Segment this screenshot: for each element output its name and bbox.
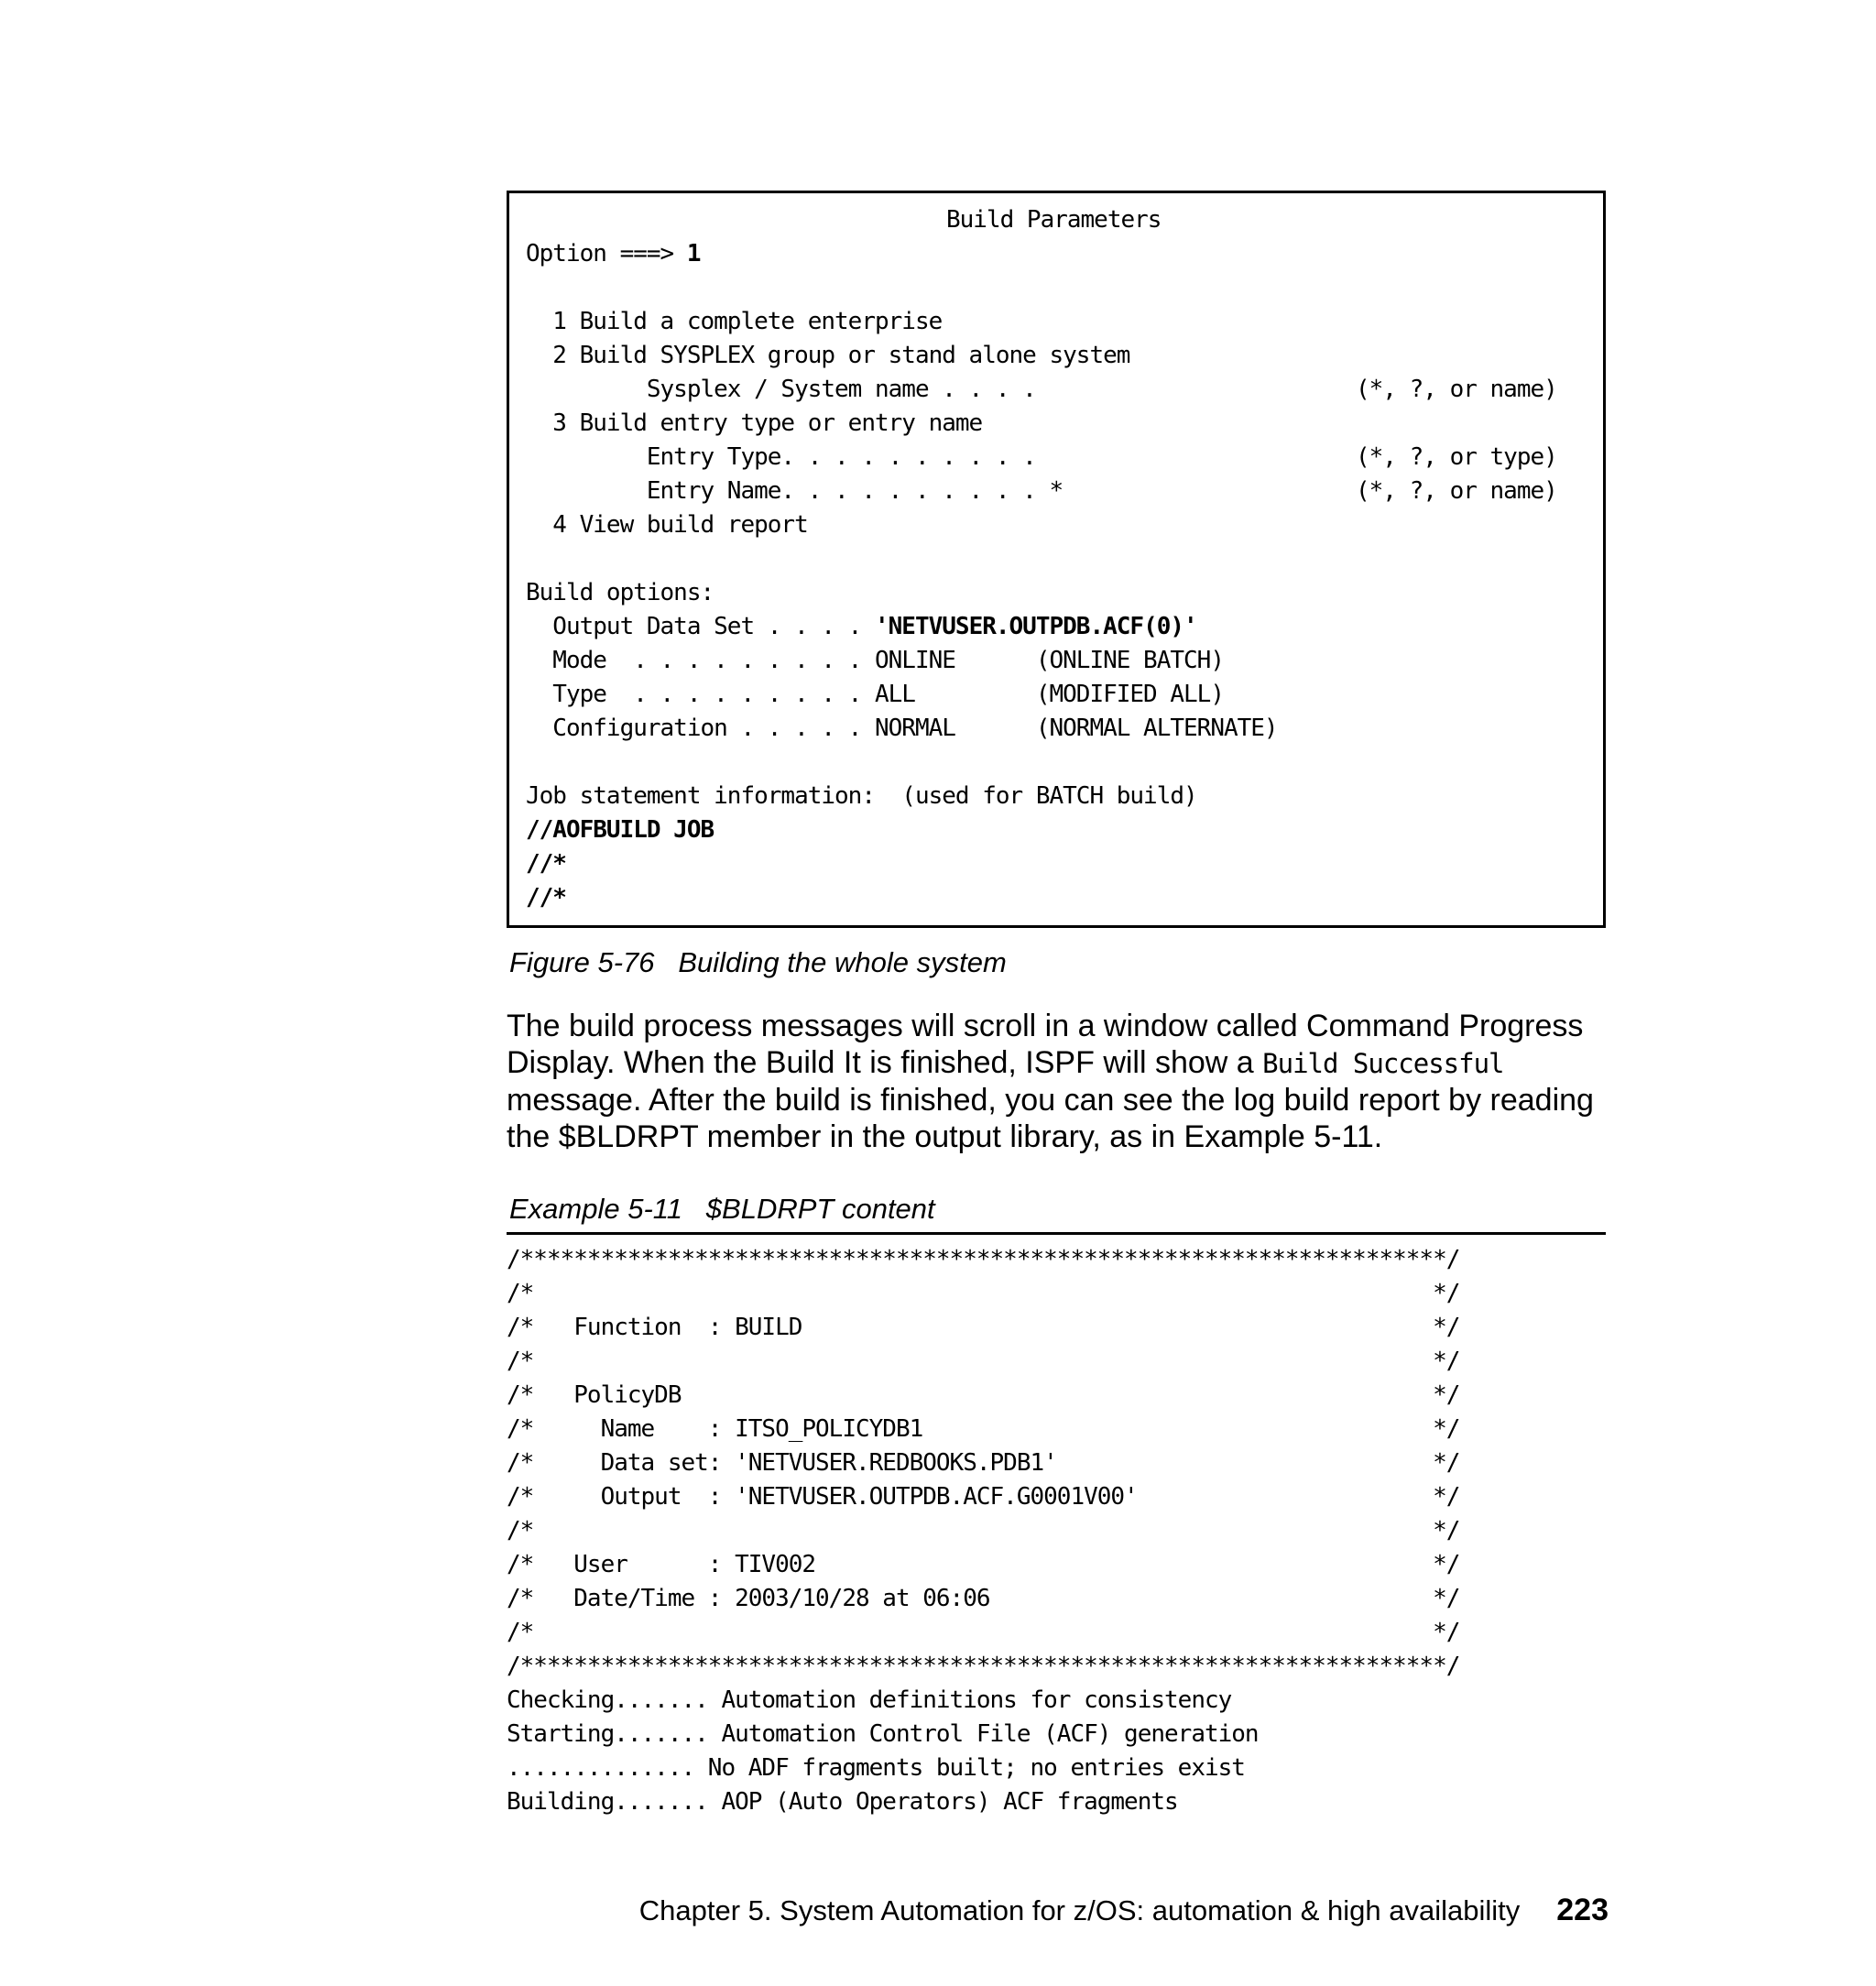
code-line: /* */ bbox=[507, 1619, 1460, 1646]
menu-item-2[interactable]: 2 Build SYSPLEX group or stand alone system bbox=[526, 342, 1130, 369]
job-statement-line-3[interactable]: //* bbox=[526, 884, 566, 911]
code-line: /* */ bbox=[507, 1517, 1460, 1544]
job-statement-line-2[interactable]: //* bbox=[526, 850, 566, 878]
paragraph-text-1: The build process messages will scroll in a window called Command Progress Display. When the Build It is finished, ISPF will show a bbox=[507, 1009, 1584, 1080]
code-line: /*********************************************************************/ bbox=[507, 1246, 1460, 1273]
paragraph-text-2: message. After the build is finished, you can see the log build report by reading the $BLDRPT member in the output library, as in Example 5-11. bbox=[507, 1083, 1594, 1154]
page-number: 223 bbox=[1556, 1893, 1609, 1927]
code-line: /* Function : BUILD */ bbox=[507, 1314, 1460, 1341]
option-input[interactable]: 1 bbox=[686, 240, 701, 267]
output-data-set-label: Output Data Set . . . . bbox=[526, 613, 875, 640]
output-data-set-field[interactable]: 'NETVUSER.OUTPDB.ACF(0)' bbox=[875, 613, 1197, 640]
menu-item-3[interactable]: 3 Build entry type or entry name bbox=[526, 409, 983, 437]
example-caption: Example 5-11 $BLDRPT content bbox=[509, 1193, 935, 1225]
sysplex-name-hint: (*, ?, or name) bbox=[1356, 376, 1557, 403]
footer-chapter-title: Chapter 5. System Automation for z/OS: automation & high availability bbox=[638, 1894, 1521, 1926]
panel-title: Build Parameters bbox=[946, 206, 1162, 234]
entry-name-hint: (*, ?, or name) bbox=[1356, 477, 1557, 505]
menu-item-4[interactable]: 4 View build report bbox=[526, 511, 808, 539]
entry-type-label: Entry Type. . . . . . . . . . bbox=[526, 443, 1036, 471]
page-footer bbox=[639, 1893, 1609, 1928]
code-line: Checking....... Automation definitions for consistency bbox=[507, 1686, 1232, 1714]
paragraph-code: Build Successful bbox=[1262, 1048, 1504, 1079]
code-line: /* Output : 'NETVUSER.OUTPDB.ACF.G0001V00' */ bbox=[507, 1483, 1460, 1511]
option-prompt: Option ===> bbox=[526, 240, 687, 267]
figure-caption: Figure 5-76 Building the whole system bbox=[509, 946, 1007, 978]
output-data-set-row bbox=[526, 610, 1197, 644]
entry-name-label: Entry Name. . . . . . . . . . * bbox=[526, 477, 1063, 505]
job-statement-heading: Job statement information: (used for BATCH build) bbox=[526, 782, 1197, 810]
build-options-heading: Build options: bbox=[526, 579, 714, 606]
body-paragraph bbox=[507, 1008, 1624, 1155]
code-line: /* Data set: 'NETVUSER.REDBOOKS.PDB1' */ bbox=[507, 1449, 1460, 1477]
configuration-row[interactable]: Configuration . . . . . NORMAL (NORMAL ALTERNATE) bbox=[526, 715, 1278, 742]
code-line: Building....... AOP (Auto Operators) ACF fragments bbox=[507, 1788, 1178, 1816]
example-top-rule bbox=[507, 1232, 1606, 1235]
job-statement-line-1[interactable]: //AOFBUILD JOB bbox=[526, 816, 714, 844]
option-line bbox=[526, 237, 701, 271]
type-row[interactable]: Type . . . . . . . . . ALL (MODIFIED ALL) bbox=[526, 681, 1224, 708]
code-line: /* Date/Time : 2003/10/28 at 06:06 */ bbox=[507, 1585, 1460, 1612]
sysplex-name-label: Sysplex / System name . . . . bbox=[526, 376, 1036, 403]
code-line: Starting....... Automation Control File (ACF) generation bbox=[507, 1720, 1259, 1748]
menu-item-1[interactable]: 1 Build a complete enterprise bbox=[526, 308, 943, 335]
entry-type-hint: (*, ?, or type) bbox=[1356, 443, 1557, 471]
code-line: /* */ bbox=[507, 1280, 1460, 1307]
code-line: /* */ bbox=[507, 1348, 1460, 1375]
build-parameters-panel bbox=[507, 191, 1606, 928]
code-line: .............. No ADF fragments built; no entries exist bbox=[507, 1754, 1245, 1782]
code-line: /* User : TIV002 */ bbox=[507, 1551, 1460, 1578]
code-line: /*********************************************************************/ bbox=[507, 1653, 1460, 1680]
mode-row[interactable]: Mode . . . . . . . . . ONLINE (ONLINE BATCH) bbox=[526, 647, 1224, 674]
code-line: /* Name : ITSO_POLICYDB1 */ bbox=[507, 1415, 1460, 1443]
code-line: /* PolicyDB */ bbox=[507, 1381, 1460, 1409]
